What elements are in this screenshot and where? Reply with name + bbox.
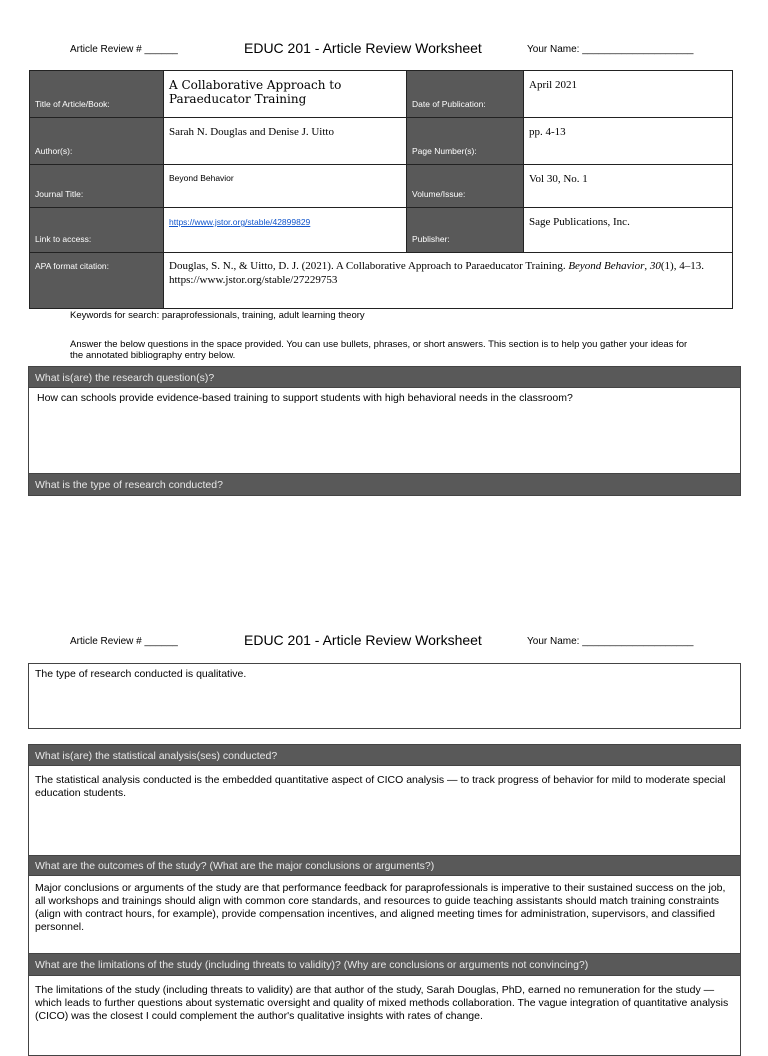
- article-info-table: [29, 70, 733, 309]
- worksheet-title: EDUC 201 - Article Review Worksheet: [244, 40, 482, 56]
- worksheet-title-2: EDUC 201 - Article Review Worksheet: [244, 632, 482, 648]
- article-review-number-label-2: Article Review # ______: [70, 636, 178, 647]
- author-label: Author(s):: [30, 118, 164, 165]
- research-type-answer-section: [28, 663, 741, 729]
- apa-citation: [164, 253, 733, 309]
- analysis-answer[interactable]: The statistical analysis conducted is the embedded quantitative aspect of CICO analysis — to track progress of behavior for mild to moderate special education students.: [28, 766, 741, 856]
- link-cell: [164, 208, 407, 253]
- page1-header: [0, 40, 768, 60]
- research-type-heading: What is the type of research conducted?: [28, 474, 741, 496]
- pages-label: Page Number(s):: [407, 118, 524, 165]
- info-row-link: [30, 208, 733, 253]
- journal-value: Beyond Behavior: [164, 165, 407, 208]
- link-label: Link to access:: [30, 208, 164, 253]
- research-question-heading: What is(are) the research question(s)?: [28, 366, 741, 388]
- outcomes-answer[interactable]: Major conclusions or arguments of the study are that performance feedback for paraprofessionals is imperative to their sustained success on the job, all workshops and trainings should align with common core standards, and resources to guide teaching assistants should match training constraints (align with contract hours, for example), provide compensation incentives, and aligned meeting times for administration, supervisors, and classified personnel.: [28, 876, 741, 954]
- limitations-answer[interactable]: The limitations of the study (including threats to validity) are that author of the study, Sarah Douglas, PhD, earned no remuneration for the study — which leads to further questions about systematic oversight and quality of mixed methods collaboration. The vague integration of quantitative analysis (CICO) was the closest I could complement the author's qualitative insights with rates of change.: [28, 976, 741, 1056]
- instructions-text: Answer the below questions in the space provided. You can use bullets, phrases, or short answers. This section is to help you gather your ideas for the annotated bibliography entry below.: [70, 339, 688, 361]
- publisher-value: Sage Publications, Inc.: [524, 208, 733, 253]
- info-row-title: [30, 71, 733, 118]
- apa-journal: Beyond Behavior: [568, 260, 645, 272]
- apa-label: APA format citation:: [30, 253, 164, 309]
- info-row-apa: [30, 253, 733, 309]
- journal-label: Journal Title:: [30, 165, 164, 208]
- research-question-answer[interactable]: How can schools provide evidence-based training to support students with high behavioral needs in the classroom?: [28, 388, 741, 474]
- apa-volume: 30: [649, 260, 661, 272]
- limitations-heading: What are the limitations of the study (including threats to validity)? (Why are conclusions or arguments not convincing?): [28, 954, 741, 976]
- volume-value: Vol 30, No. 1: [524, 165, 733, 208]
- volume-label: Volume/Issue:: [407, 165, 524, 208]
- keywords-text: Keywords for search: paraprofessionals, training, adult learning theory: [70, 310, 365, 321]
- apa-issue-pages: (1), 4–13.: [660, 260, 704, 272]
- title-label: Title of Article/Book:: [30, 71, 164, 118]
- date-label: Date of Publication:: [407, 71, 524, 118]
- title-value: A Collaborative Approach to Paraeducator Training: [164, 71, 407, 118]
- analysis-section: [28, 744, 741, 1056]
- research-type-answer[interactable]: The type of research conducted is qualitative.: [28, 663, 741, 729]
- your-name-label-2: Your Name: ____________________: [527, 636, 694, 647]
- article-review-number-label: Article Review # ______: [70, 44, 178, 55]
- outcomes-heading: What are the outcomes of the study? (What are the major conclusions or arguments?): [28, 856, 741, 876]
- apa-prefix: Douglas, S. N., & Uitto, D. J. (2021). A Collaborative Approach to Paraeducator Training.: [169, 260, 569, 272]
- your-name-label: Your Name: ____________________: [527, 44, 694, 55]
- date-value: April 2021: [524, 71, 733, 118]
- pages-value: pp. 4-13: [524, 118, 733, 165]
- apa-sep: ,: [644, 260, 650, 272]
- info-row-author: [30, 118, 733, 165]
- publisher-label: Publisher:: [407, 208, 524, 253]
- page2-header: [0, 632, 768, 652]
- article-link[interactable]: https://www.jstor.org/stable/42899829: [169, 217, 311, 227]
- author-value: Sarah N. Douglas and Denise J. Uitto: [164, 118, 407, 165]
- research-question-section: [28, 366, 741, 496]
- info-row-journal: [30, 165, 733, 208]
- apa-url: https://www.jstor.org/stable/27229753: [169, 274, 338, 286]
- analysis-heading: What is(are) the statistical analysis(ses) conducted?: [28, 744, 741, 766]
